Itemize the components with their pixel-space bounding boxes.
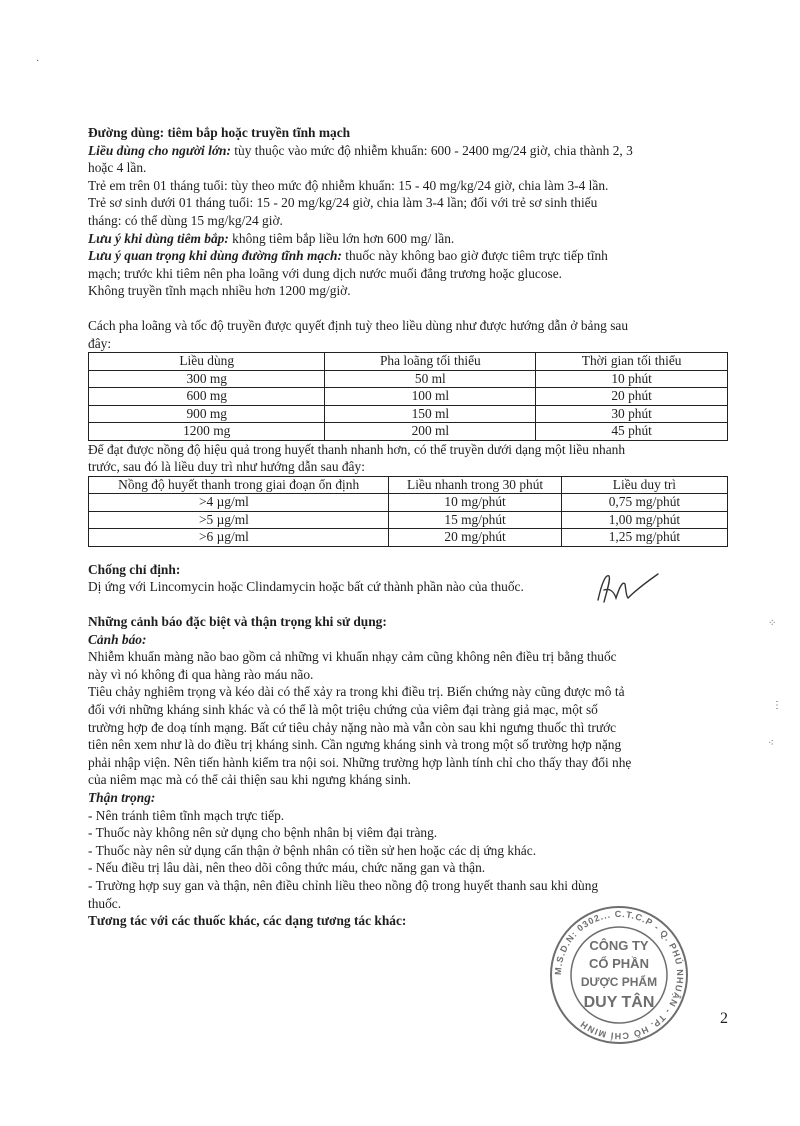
- iv-note-cont: mạch; trước khi tiêm nên pha loãng với dung dịch nước muối đẳng trương hoặc glucose.: [88, 265, 563, 281]
- table-cell: 10 mg/phút: [389, 494, 562, 512]
- scan-speck: ⋮: [772, 700, 782, 711]
- table-cell: 1,00 mg/phút: [561, 511, 727, 529]
- warnings-heading: Những cảnh báo đặc biệt và thận trọng khi sử dụng:: [88, 614, 387, 629]
- table-header-row: [89, 476, 728, 494]
- table-cell: 30 phút: [536, 405, 728, 423]
- table-cell: 200 ml: [325, 423, 536, 441]
- caution-item-cont: thuốc.: [88, 895, 122, 911]
- table-cell: 100 ml: [325, 388, 536, 406]
- iv-note: Lưu ý quan trọng khi dùng đường tĩnh mạch: thuốc này không bao giờ được tiêm trực tiếp tĩnh: [88, 248, 608, 264]
- route-heading: Đường dùng: tiêm bắp hoặc truyền tĩnh mạch: [88, 125, 351, 140]
- table-cell: 20 phút: [536, 388, 728, 406]
- im-note: Lưu ý khi dùng tiêm bắp: không tiêm bắp liều lớn hơn 600 mg/ lần.: [88, 230, 455, 246]
- im-note-label: Lưu ý khi dùng tiêm bắp:: [88, 230, 229, 246]
- diarrhea-text: đối với những kháng sinh khác và có thể là một triệu chứng của viêm đại tràng giả mạc, một số: [88, 701, 598, 717]
- newborn-dose: Trẻ sơ sinh dưới 01 tháng tuổi: 15 - 20 mg/kg/24 giờ, chia làm 3-4 lần; đối với trẻ sơ sinh thiếu: [88, 195, 598, 211]
- table-row: [89, 529, 728, 547]
- table-cell: 10 phút: [536, 370, 728, 388]
- diarrhea-text: trường hợp đe doạ tính mạng. Bất cứ tiêu chảy nặng nào mà vẫn còn sau khi ngưng thuốc thì trước: [88, 719, 617, 735]
- table-header: Thời gian tối thiểu: [536, 353, 728, 371]
- table-row: [89, 511, 728, 529]
- table-cell: >4 µg/ml: [89, 494, 389, 512]
- table-header: Pha loãng tối thiểu: [325, 353, 536, 371]
- table-cell: 20 mg/phút: [389, 529, 562, 547]
- diarrhea-text: tiên nên xem như là do điều trị kháng sinh. Cần ngưng kháng sinh và trong một số trường hợp nặng: [88, 737, 622, 753]
- stamp-line: DUY TÂN: [583, 994, 655, 1011]
- warning-text: Nhiễm khuẩn màng não bao gồm cả những vi khuẩn nhạy cảm cũng không nên điều trị bằng thuốc: [88, 649, 617, 665]
- child-dose: Trẻ em trên 01 tháng tuổi: tùy theo mức độ nhiễm khuẩn: 15 - 40 mg/kg/24 giờ, chia làm 3-4 lần.: [88, 177, 609, 193]
- table-cell: 900 mg: [89, 405, 325, 423]
- scan-speck: ·: [36, 56, 40, 67]
- diarrhea-text: phải nhập viện. Nên tiến hành kiểm tra nội soi. Những trường hợp lành tính chỉ cho thấy thay đổi nhẹ: [88, 754, 632, 770]
- dilution-table: [88, 352, 728, 441]
- document-body: [88, 124, 728, 930]
- scan-speck: ⁖: [768, 738, 774, 749]
- stamp-ring-text: M.S.D.N: 0302... C.T.C.P - Q. PHÚ NHUẬN - TP. HỒ CHÍ MINH: [552, 908, 686, 1042]
- caution-item: - Trường hợp suy gan và thận, nên điều chỉnh liều theo nồng độ trong huyết thanh sau khi dùng: [88, 877, 599, 893]
- table-cell: 45 phút: [536, 423, 728, 441]
- caution-item: - Nên tránh tiêm tĩnh mạch trực tiếp.: [88, 807, 285, 823]
- dilution-intro-cont: đây:: [88, 335, 112, 351]
- page-number: 2: [720, 1010, 728, 1027]
- table-row: [89, 370, 728, 388]
- serum-table: [88, 476, 728, 547]
- table-row: [89, 494, 728, 512]
- iv-note-label: Lưu ý quan trọng khi dùng đường tĩnh mạch:: [88, 248, 342, 264]
- table-row: [89, 405, 728, 423]
- company-stamp: [548, 904, 690, 1046]
- adult-dose: Liều dùng cho người lớn: tùy thuộc vào mức độ nhiễm khuẩn: 600 - 2400 mg/24 giờ, chia thành 2, 3: [88, 142, 633, 158]
- signature-mark: [592, 570, 662, 610]
- warning-text: này vì nó không đi qua hàng rào máu não.: [88, 666, 314, 682]
- table-header: Nồng độ huyết thanh trong giai đoạn ổn định: [89, 476, 389, 494]
- table-cell: >6 µg/ml: [89, 529, 389, 547]
- table-cell: 300 mg: [89, 370, 325, 388]
- table-cell: 0,75 mg/phút: [561, 494, 727, 512]
- table-header-row: [89, 353, 728, 371]
- table-header: Liều duy trì: [561, 476, 727, 494]
- table-cell: 1200 mg: [89, 423, 325, 441]
- dilution-intro: Cách pha loãng và tốc độ truyền được quyết định tuỳ theo liều dùng như được hướng dẫn ở bảng sau: [88, 317, 629, 333]
- contra-text: Dị ứng với Lincomycin hoặc Clindamycin hoặc bất cứ thành phần nào của thuốc.: [88, 579, 524, 595]
- scan-speck: ⁘: [768, 618, 777, 629]
- stamp-line: DƯỢC PHẨM: [580, 975, 658, 989]
- table-header: Liều nhanh trong 30 phút: [389, 476, 562, 494]
- table-cell: 15 mg/phút: [389, 511, 562, 529]
- stamp-line: CÔNG TY: [589, 938, 649, 953]
- diarrhea-text: của niêm mạc mà có thể cải thiện sau khi ngưng kháng sinh.: [88, 772, 411, 788]
- table-cell: 600 mg: [89, 388, 325, 406]
- warning-label: Cảnh báo:: [88, 631, 147, 647]
- diarrhea-text: Tiêu chảy nghiêm trọng và kéo dài có thể xảy ra trong khi điều trị. Biến chứng này cũng được mô tả: [88, 684, 625, 700]
- caution-label: Thận trọng:: [88, 789, 156, 805]
- table-row: [89, 388, 728, 406]
- table-cell: 1,25 mg/phút: [561, 529, 727, 547]
- table-cell: >5 µg/ml: [89, 511, 389, 529]
- caution-item: - Thuốc này không nên sử dụng cho bệnh nhân bị viêm đại tràng.: [88, 825, 438, 841]
- table-header: Liều dùng: [89, 353, 325, 371]
- caution-item: - Nếu điều trị lâu dài, nên theo dõi công thức máu, chức năng gan và thận.: [88, 860, 486, 876]
- iv-limit: Không truyền tĩnh mạch nhiều hơn 1200 mg/giờ.: [88, 283, 351, 299]
- caution-item: - Thuốc này nên sử dụng cẩn thận ở bệnh nhân có tiền sử hen hoặc các dị ứng khác.: [88, 842, 537, 858]
- serum-intro: Để đạt được nồng độ hiệu quả trong huyết thanh nhanh hơn, có thể truyền dưới dạng một liều nhanh: [88, 441, 626, 457]
- adult-dose-cont: hoặc 4 lần.: [88, 160, 147, 176]
- serum-intro-cont: trước, sau đó là liều duy trì như hướng dẫn sau đây:: [88, 459, 365, 475]
- table-row: [89, 423, 728, 441]
- contra-heading: Chống chỉ định:: [88, 561, 181, 577]
- adult-dose-label: Liều dùng cho người lớn:: [88, 142, 231, 158]
- interactions-heading: Tương tác với các thuốc khác, các dạng tương tác khác:: [88, 913, 407, 929]
- stamp-line: CỔ PHẦN: [589, 956, 649, 971]
- table-cell: 150 ml: [325, 405, 536, 423]
- newborn-dose-cont: tháng: có thể dùng 15 mg/kg/24 giờ.: [88, 212, 283, 228]
- table-cell: 50 ml: [325, 370, 536, 388]
